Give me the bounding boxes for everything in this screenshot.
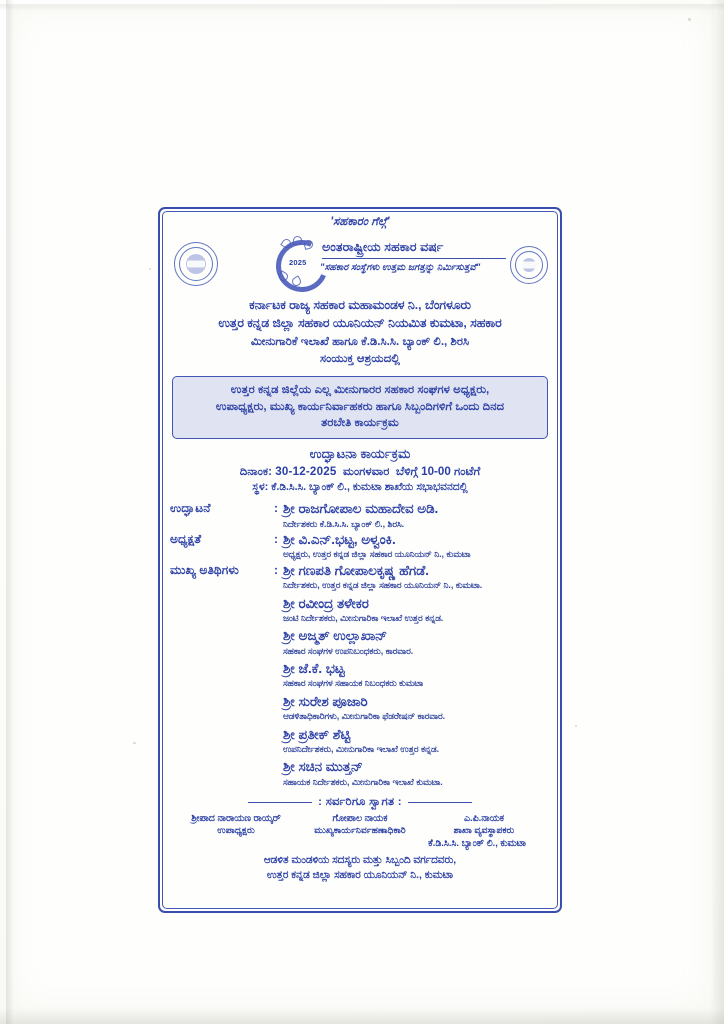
highlight-line-3: ತರಬೇತಿ ಕಾರ್ಯಕ್ರಮ (321, 416, 399, 430)
guest-item (170, 694, 550, 723)
roster-role: ಅಧ್ಯಕ್ಷತೆ (170, 531, 202, 546)
highlight-line-1: ಉತ್ತರ ಕನ್ನಡ ಜಿಲ್ಲೆಯ ಎಲ್ಲ ಮೀನುಗಾರರ ಸಹಕಾರ ಸಂಘಗಳ ಅಧ್ಯಕ್ಷರು, (230, 382, 490, 396)
organiser-line-1: ಕರ್ನಾಟಕ ರಾಜ್ಯ ಸಹಕಾರ ಮಹಾಮಂಡಳ ನಿ., ಬೆಂಗಳೂರು (249, 298, 471, 312)
roster-colon: : (274, 562, 279, 577)
cooperative-seal-right-icon (510, 246, 548, 284)
signatory (422, 812, 546, 837)
scan-speck (149, 268, 151, 270)
roster-designation: ನಿರ್ದೇಶಕರು ಕೆ.ಡಿ.ಸಿ.ಸಿ. ಬ್ಯಾಂಕ್ ಲಿ., ಶಿರಸಿ. (283, 518, 405, 529)
guest-name: ಶ್ರೀ ಅಜ್ಮತ್ ಉಲ್ಲಾಖಾನ್ (283, 628, 387, 644)
paper-edge-left (6, 0, 14, 1024)
roster-name: ಶ್ರೀ ವಿ.ಎನ್.ಭಟ್ಟ, ಅಳ್ವಂಕಿ. (283, 531, 396, 547)
roster-role: ಉದ್ಘಾಟನೆ (170, 501, 211, 516)
signatory (298, 812, 422, 837)
signatory-role: ಶಾಖಾ ವ್ಯವಸ್ಥಾಪಕರು (453, 825, 515, 836)
guest-name: ಶ್ರೀ ಜೆ.ಕೆ. ಭಟ್ಟ (283, 661, 345, 677)
date-label: ದಿನಾಂಕ: (239, 465, 272, 479)
programme-venue (170, 481, 550, 494)
date-value: 30-12-2025 (275, 465, 337, 479)
iyc-2025-logo-icon (274, 238, 324, 286)
roster-name: ಶ್ರೀ ಗಣಪತಿ ಗೋಪಾಲಕೃಷ್ಣ ಹೆಗಡೆ. (283, 562, 429, 578)
roster-role: ಮುಖ್ಯ ಅತಿಥಿಗಳು (170, 562, 239, 577)
organiser-line-3: ಮೀನುಗಾರಿಕೆ ಇಲಾಖೆ ಹಾಗೂ ಕೆ.ಡಿ.ಸಿ.ಸಿ. ಬ್ಯಾಂಕ್ ಲಿ., ಶಿರಸಿ (250, 334, 470, 348)
scan-speck (133, 742, 136, 744)
theme-divider (322, 258, 506, 259)
roster-row (170, 501, 550, 530)
guest-designation: ಸಹಾಯಕ ನಿರ್ದೇಶಕರು, ಮೀನುಗಾರಿಕಾ ಇಲಾಖೆ ಕುಮಟಾ. (283, 776, 443, 787)
day-value: ಮಂಗಳವಾರ (342, 465, 390, 479)
scan-speck (575, 725, 577, 727)
theme-title: ಅಂತರಾಷ್ಟ್ರೀಯ ಸಹಕಾರ ವರ್ಷ (322, 240, 444, 254)
signatory-role: ಉಪಾಧ್ಯಕ್ಷರು (217, 825, 255, 836)
header-band (170, 230, 550, 296)
guest-item (170, 727, 550, 756)
guest-name: ಶ್ರೀ ಸಚಿನ ಮುತ್ತನ್ (283, 759, 363, 775)
cooperative-seal-left-icon (174, 242, 218, 286)
organiser-line-2: ಉತ್ತರ ಕನ್ನಡ ಜಿಲ್ಲಾ ಸಹಕಾರ ಯೂನಿಯನ್ ನಿಯಮಿತ ಕುಮಟಾ, ಸಹಕಾರ (218, 316, 502, 331)
welcome-rule-left (248, 802, 312, 803)
signatory-name: ಎ.ಪಿ.ನಾಯಕ (463, 812, 505, 824)
invitation-card (158, 207, 562, 913)
signatory-name: ಶ್ರೀಪಾದ ನಾರಾಯಣ ರಾಯ್ಕರ್ (191, 812, 281, 824)
guest-designation: ಆಡಳಿತಾಧಿಕಾರಿಗಳು, ಮೀನುಗಾರಿಕಾ ಫೆಡರೇಷನ್ ಕಾರವಾರ. (283, 711, 446, 722)
welcome-text: : ಸರ್ವರಿಗೂ ಸ್ವಾಗತ : (318, 796, 402, 809)
highlight-line-2: ಉಪಾಧ್ಯಕ್ಷರು, ಮುಖ್ಯ ಕಾರ್ಯನಿರ್ವಾಹಕರು ಹಾಗೂ ಸಿಬ್ಬಂದಿಗಳಿಗೆ ಒಂದು ದಿನದ (215, 399, 505, 413)
signatory-role: ಮುಖ್ಯಕಾರ್ಯನಿರ್ವಹಣಾಧಿಕಾರಿ (314, 825, 406, 836)
guest-item (170, 759, 550, 788)
roster-designation: ನಿರ್ದೇಶಕರು, ಉತ್ತರ ಕನ್ನಡ ಜಿಲ್ಲಾ ಸಹಕಾರ ಯೂನಿಯನ್ ನಿ., ಕುಮಟಾ. (283, 580, 483, 591)
guest-name: ಶ್ರೀ ರವೀಂದ್ರ ತಳೇಕರ (283, 595, 369, 611)
roster-colon: : (274, 501, 279, 516)
signatory-name: ಗೋಪಾಲ ನಾಯಕ (332, 812, 388, 824)
programme-section-title: ಉದ್ಘಾಟನಾ ಕಾರ್ಯಕ್ರಮ (309, 446, 411, 462)
organiser-line-4: ಸಂಯುಕ್ತ ಆಶ್ರಯದಲ್ಲಿ (320, 352, 400, 366)
paper-edge-top (0, 4, 724, 11)
signatory (174, 812, 298, 837)
guest-item (170, 628, 550, 657)
motto-text: 'ಸಹಕಾರಂ ಗೆಲ್ಗೆ' (330, 216, 390, 228)
footer-line-1: ಆಡಳಿತ ಮಂಡಳಿಯ ಸದಸ್ಯರು ಮತ್ತು ಸಿಬ್ಬಂದಿ ವರ್ಗದವರು, (263, 855, 457, 867)
venue-label: ಸ್ಥಳ: (252, 481, 269, 494)
roster-colon: : (274, 531, 279, 546)
guest-item (170, 661, 550, 690)
welcome-divider (170, 796, 550, 809)
signatory-bank-line: ಕೆ.ಡಿ.ಸಿ.ಸಿ. ಬ್ಯಾಂಕ್ ಲಿ., ಕುಮಟಾ (428, 837, 526, 849)
iyc-year-label: 2025 (289, 258, 307, 267)
paper-edge-bottom (0, 1008, 724, 1024)
venue-value: ಕೆ.ಡಿ.ಸಿ.ಸಿ. ಬ್ಯಾಂಕ್ ಲಿ., ಕುಮಟಾ ಶಾಖೆಯ ಸಭಾಭವನದಲ್ಲಿ (271, 481, 468, 494)
guest-designation: ಉಪನಿರ್ದೇಶಕರು, ಮೀನುಗಾರಿಕಾ ಇಲಾಖೆ ಉತ್ತರ ಕನ್ನಡ. (283, 743, 440, 754)
guest-name: ಶ್ರೀ ಸುರೇಶ ಪೂಜಾರಿ (283, 693, 368, 709)
guest-designation: ಸಹಕಾರ ಸಂಘಗಳ ಉಪನಿಬಂಧಕರು, ಕಾರವಾರ. (283, 645, 414, 656)
guest-name: ಶ್ರೀ ಪ್ರತೀಕ್ ಶೆಟ್ಟಿ (283, 726, 351, 742)
signatory-row (170, 812, 550, 837)
roster-row (170, 563, 550, 592)
footer-line-2: ಉತ್ತರ ಕನ್ನಡ ಜಿಲ್ಲಾ ಸಹಕಾರ ಯೂನಿಯನ್ ನಿ., ಕುಮಟಾ (266, 870, 454, 882)
time-value: ಬೆಳಿಗ್ಗೆ 10-00 ಗಂಟೆಗೆ (395, 465, 481, 479)
scan-speck (688, 18, 691, 21)
guest-designation: ಸಹಕಾರ ಸಂಘಗಳ ಸಹಾಯಕ ನಿಬಂಧಕರು ಕುಮಟಾ (283, 678, 424, 689)
roster-name: ಶ್ರೀ ರಾಜಗೋಪಾಲ ಮಹಾದೇವ ಅಡಿ. (283, 501, 439, 517)
highlight-box (172, 376, 548, 439)
guest-item (170, 596, 550, 625)
programme-roster (170, 501, 550, 788)
programme-datetime (170, 465, 550, 479)
theme-subtitle: "ಸಹಕಾರ ಸಂಸ್ಥೆಗಳು ಉತ್ತಮ ಜಗತ್ತನ್ನು ನಿರ್ಮಿಸುತ್ತವೆ" (320, 262, 481, 272)
guest-designation: ಜಂಟಿ ನಿರ್ದೇಶಕರು, ಮೀನುಗಾರಿಕಾ ಇಲಾಖೆ ಉತ್ತರ ಕನ್ನಡ. (283, 612, 444, 623)
welcome-rule-right (408, 802, 472, 803)
paper-edge-right (710, 0, 724, 1024)
roster-row (170, 532, 550, 561)
roster-designation: ಅಧ್ಯಕ್ಷರು, ಉತ್ತರ ಕನ್ನಡ ಜಿಲ್ಲಾ ಸಹಕಾರ ಯೂನಿಯನ್ ನಿ., ಕುಮಟಾ (283, 549, 471, 560)
